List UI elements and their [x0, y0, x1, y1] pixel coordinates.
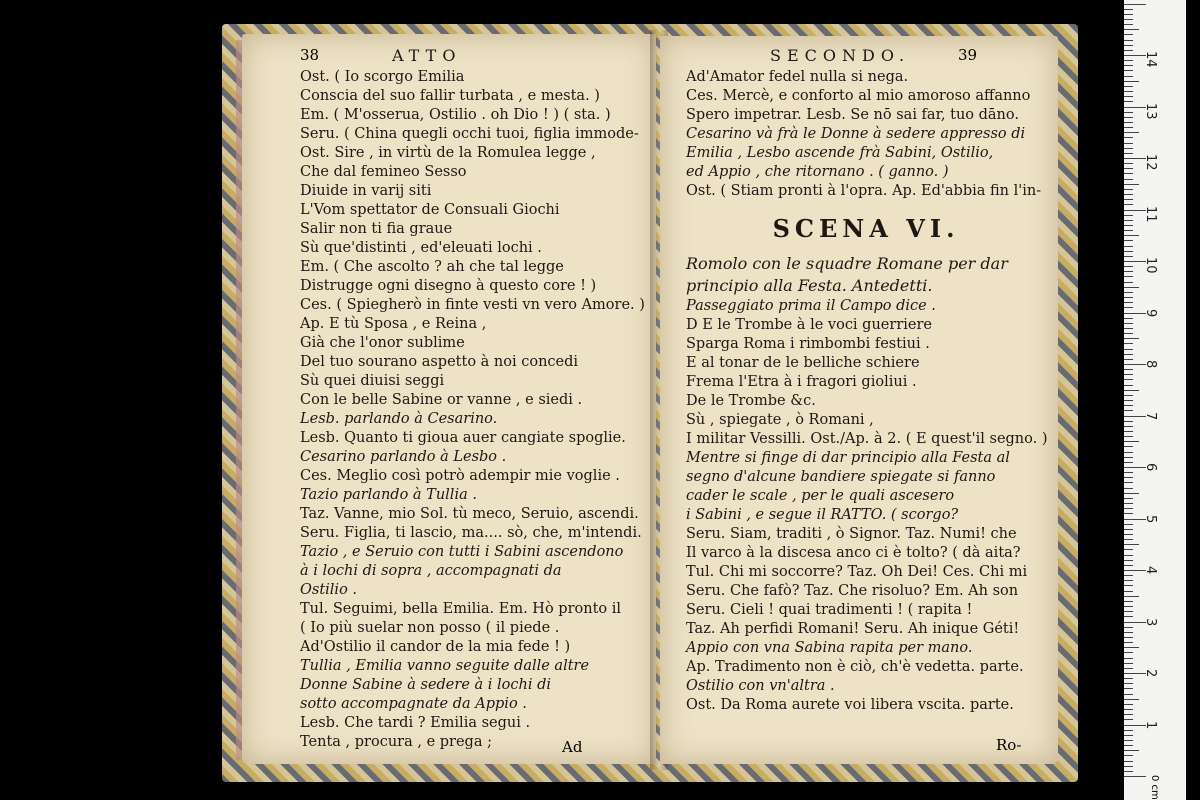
- ruler-tick: [1124, 60, 1133, 61]
- text-line: D E le Trombe à le voci guerriere: [686, 317, 932, 333]
- ruler-tick: [1124, 4, 1146, 5]
- ruler-tick: [1124, 488, 1133, 489]
- ruler-tick: [1124, 276, 1133, 277]
- scene-title: SCENA VI.: [772, 214, 960, 243]
- left-page: [242, 34, 656, 764]
- stage-direction: sotto accompagnate da Appio .: [300, 696, 527, 712]
- ruler-tick: [1124, 575, 1133, 576]
- text-line: Conscia del suo fallir turbata , e mesta. ): [300, 88, 600, 104]
- ruler-tick: [1124, 81, 1139, 82]
- text-line: Ost. Sire , in virtù de la Romulea legge ,: [300, 145, 596, 161]
- text-line: Sù quei diuisi seggi: [300, 373, 445, 389]
- ruler-tick: [1124, 9, 1133, 10]
- stage-direction: Lesb. parlando à Cesarino.: [300, 411, 498, 427]
- ruler-tick: [1124, 683, 1133, 684]
- ruler-tick: [1124, 472, 1133, 473]
- text-line: Distrugge ogni disegno à questo core ! ): [300, 278, 597, 294]
- ruler-tick: [1124, 65, 1133, 66]
- text-line: Ost. ( Stiam pronti à l'opra. Ap. Ed'abbia fin l'in-: [686, 183, 1042, 199]
- ruler-tick: [1124, 740, 1133, 741]
- text-line: Sù , spiegate , ò Romani ,: [686, 412, 874, 428]
- text-line: Tenta , procura , e prega ;: [300, 734, 492, 750]
- ruler-tick: [1124, 76, 1133, 77]
- ruler-tick: [1124, 91, 1133, 92]
- ruler-tick: [1124, 86, 1133, 87]
- right-page-number: 39: [958, 46, 978, 64]
- ruler-tick: [1124, 544, 1139, 545]
- ruler-tick: [1124, 24, 1133, 25]
- ruler-tick: [1124, 45, 1133, 46]
- ruler-tick: [1124, 477, 1133, 478]
- ruler-number: 3: [1143, 617, 1158, 626]
- text-line: Seru. Siam, traditi , ò Signor. Taz. Numi! che: [686, 526, 1017, 542]
- text-line: De le Trombe &c.: [686, 393, 816, 409]
- ruler-tick: [1124, 153, 1133, 154]
- stage-direction: Cesarino parlando à Lesbo .: [300, 449, 507, 465]
- ruler-tick: [1124, 168, 1133, 169]
- ruler-number: 7: [1143, 411, 1158, 420]
- ruler-tick: [1124, 323, 1133, 324]
- ruler-tick: [1124, 395, 1133, 396]
- ruler-tick: [1124, 565, 1133, 566]
- stage-direction: cader le scale , per le quali ascesero: [686, 488, 955, 504]
- ruler-tick: [1124, 137, 1133, 138]
- ruler-number: 1: [1143, 720, 1158, 729]
- ruler-number: 10: [1143, 257, 1158, 274]
- ruler-tick: [1124, 503, 1133, 504]
- ruler-tick: [1124, 400, 1133, 401]
- ruler-tick: [1124, 359, 1133, 360]
- stage-direction: ed Appio , che ritornano . ( ganno. ): [686, 164, 949, 180]
- ruler-tick: [1124, 750, 1139, 751]
- text-line: Frema l'Etra à i fragori gioliui .: [686, 374, 917, 390]
- ruler-tick: [1124, 251, 1133, 252]
- text-line: Con le belle Sabine or vanne , e siedi .: [300, 392, 583, 408]
- ruler-tick: [1124, 714, 1133, 715]
- ruler-tick: [1124, 328, 1133, 329]
- text-line: Ces. Mercè, e conforto al mio amoroso affanno: [686, 88, 1031, 104]
- ruler-number: 4: [1143, 566, 1158, 575]
- ruler-tick: [1124, 611, 1133, 612]
- ruler-tick: [1124, 184, 1139, 185]
- ruler-tick: [1124, 122, 1133, 123]
- left-page-number: 38: [300, 46, 320, 64]
- ruler-tick: [1124, 318, 1133, 319]
- ruler-tick: [1124, 513, 1133, 514]
- ruler-tick: [1124, 292, 1133, 293]
- ruler-tick: [1124, 225, 1133, 226]
- ruler-tick: [1124, 117, 1133, 118]
- ruler-tick: [1124, 616, 1133, 617]
- ruler-tick: [1124, 194, 1133, 195]
- ruler-tick: [1124, 96, 1133, 97]
- text-line: Em. ( M'osserua, Ostilio . oh Dio ! ) ( sta. ): [300, 107, 611, 123]
- ruler-tick: [1124, 627, 1133, 628]
- ruler-tick: [1124, 307, 1133, 308]
- text-line: Taz. Vanne, mio Sol. tù meco, Seruio, ascendi.: [300, 506, 639, 522]
- stage-direction: Appio con vna Sabina rapita per mano.: [686, 640, 973, 656]
- left-running-head: ATTO: [392, 46, 462, 65]
- ruler-tick: [1124, 14, 1133, 15]
- text-line: E al tonar de le belliche schiere: [686, 355, 920, 371]
- text-line: I militar Vessilli. Ost./Ap. à 2. ( E quest'il segno. ): [686, 431, 1048, 447]
- ruler-tick: [1124, 493, 1139, 494]
- ruler-tick: [1124, 632, 1133, 633]
- ruler-tick: [1124, 127, 1133, 128]
- ruler-tick: [1124, 148, 1133, 149]
- ruler-tick: [1124, 333, 1133, 334]
- ruler-tick: [1124, 642, 1133, 643]
- ruler-tick: [1124, 405, 1133, 406]
- text-line: Già che l'onor sublime: [300, 335, 465, 351]
- ruler-tick: [1124, 771, 1133, 772]
- text-line: Che dal femineo Sesso: [300, 164, 467, 180]
- ruler-tick: [1124, 457, 1133, 458]
- text-line: Tul. Seguimi, bella Emilia. Em. Hò pronto il: [300, 601, 622, 617]
- ruler-tick: [1124, 101, 1133, 102]
- ruler-tick: [1124, 719, 1133, 720]
- measurement-ruler: [1124, 0, 1186, 800]
- ruler-tick: [1124, 462, 1133, 463]
- right-catchword: Ro-: [996, 736, 1022, 754]
- ruler-tick: [1124, 179, 1133, 180]
- ruler-tick: [1124, 699, 1139, 700]
- ruler-tick: [1124, 606, 1133, 607]
- ruler-tick: [1124, 585, 1133, 586]
- ruler-tick: [1124, 189, 1133, 190]
- text-line: Ces. Meglio così potrò adempir mie voglie .: [300, 468, 620, 484]
- ruler-tick: [1124, 596, 1139, 597]
- right-page: [660, 36, 1058, 764]
- ruler-tick: [1124, 482, 1133, 483]
- scene-description: Romolo con le squadre Romane per dar: [686, 254, 1008, 273]
- text-line: Del tuo sourano aspetto à noi concedi: [300, 354, 579, 370]
- ruler-tick: [1124, 338, 1139, 339]
- ruler-tick: [1124, 297, 1133, 298]
- text-line: Ad'Amator fedel nulla si nega.: [686, 69, 909, 85]
- ruler-number: 14: [1143, 51, 1158, 68]
- ruler-tick: [1124, 668, 1133, 669]
- right-running-head: SECONDO.: [770, 46, 911, 65]
- left-catchword: Ad: [562, 738, 583, 756]
- ruler-tick: [1124, 379, 1133, 380]
- ruler-tick: [1124, 390, 1139, 391]
- ruler-tick: [1124, 235, 1139, 236]
- text-line: Lesb. Quanto ti gioua auer cangiate spoglie.: [300, 430, 626, 446]
- ruler-number: 6: [1143, 463, 1158, 472]
- ruler-tick: [1124, 498, 1133, 499]
- ruler-tick: [1124, 688, 1133, 689]
- stage-direction: Tazio parlando à Tullia .: [300, 487, 477, 503]
- ruler-number: 9: [1143, 308, 1158, 317]
- ruler-tick: [1124, 580, 1133, 581]
- text-line: Ost. Da Roma aurete voi libera vscita. parte.: [686, 697, 1014, 713]
- ruler-tick: [1124, 663, 1133, 664]
- text-line: Ap. Tradimento non è ciò, ch'è vedetta. parte.: [686, 659, 1024, 675]
- ruler-tick: [1124, 436, 1133, 437]
- text-line: Sù que'distinti , ed'eleuati lochi .: [300, 240, 542, 256]
- ruler-tick: [1124, 132, 1139, 133]
- stage-direction: Emilia , Lesbo ascende frà Sabini, Ostilio,: [686, 145, 994, 161]
- ruler-tick: [1124, 220, 1133, 221]
- text-line: Seru. Figlia, ti lascio, ma.... sò, che, m'intendi.: [300, 525, 642, 541]
- ruler-tick: [1124, 19, 1133, 20]
- ruler-tick: [1124, 524, 1133, 525]
- ruler-tick: [1124, 50, 1133, 51]
- ruler-tick: [1124, 40, 1133, 41]
- ruler-tick: [1124, 29, 1139, 30]
- ruler-tick: [1124, 112, 1133, 113]
- ruler-tick: [1124, 240, 1133, 241]
- ruler-number: 2: [1143, 669, 1158, 678]
- stage-direction: segno d'alcune bandiere spiegate si fanno: [686, 469, 996, 485]
- ruler-tick: [1124, 143, 1133, 144]
- ruler-tick: [1124, 529, 1133, 530]
- stage-direction: i Sabini , e segue il RATTO. ( scorgo?: [686, 507, 959, 523]
- scene-description: principio alla Festa. Antedetti.: [686, 276, 933, 295]
- ruler-tick: [1124, 601, 1133, 602]
- text-line: Ad'Ostilio il candor de la mia fede ! ): [300, 639, 571, 655]
- left-text-block: [300, 68, 645, 752]
- stage-direction: Ostilio .: [300, 582, 358, 598]
- text-line: Seru. Che fafò? Taz. Che risoluo? Em. Ah son: [686, 583, 1019, 599]
- stage-direction: Passeggiato prima il Campo dice .: [686, 298, 936, 314]
- text-line: Spero impetrar. Lesb. Se nō sai far, tuo dāno.: [686, 107, 1019, 123]
- ruler-tick: [1124, 539, 1133, 540]
- ruler-number: 11: [1143, 205, 1158, 223]
- ruler-tick: [1124, 354, 1133, 355]
- ruler-tick: [1124, 349, 1133, 350]
- ruler-tick: [1124, 549, 1133, 550]
- ruler-tick: [1124, 282, 1133, 283]
- stage-direction: Tullia , Emilia vanno seguite dalle altre: [300, 658, 590, 674]
- ruler-tick: [1124, 343, 1133, 344]
- ruler-tick: [1124, 215, 1133, 216]
- ruler-tick: [1124, 761, 1133, 762]
- text-line: Il varco à la discesa anco ci è tolto? ( dà aita?: [686, 545, 1021, 561]
- ruler-tick: [1124, 374, 1133, 375]
- ruler-number: 8: [1143, 360, 1158, 369]
- ruler-tick: [1124, 591, 1133, 592]
- stage-direction: Donne Sabine à sedere à i lochi di: [300, 677, 552, 693]
- ruler-tick: [1124, 266, 1133, 267]
- text-line: L'Vom spettator de Consuali Giochi: [300, 202, 560, 218]
- stage-direction: à i lochi di sopra , accompagnati da: [300, 563, 562, 579]
- stage-direction: Cesarino và frà le Donne à sedere appresso di: [686, 126, 1026, 142]
- ruler-tick: [1124, 534, 1133, 535]
- ruler-tick: [1124, 369, 1133, 370]
- text-line: ( Io più suelar non posso ( il piede .: [300, 620, 560, 636]
- ruler-number: 13: [1143, 102, 1158, 120]
- ruler-tick: [1124, 431, 1133, 432]
- ruler-tick: [1124, 647, 1139, 648]
- ruler-tick: [1124, 560, 1133, 561]
- ruler-tick: [1124, 410, 1133, 411]
- ruler-tick: [1124, 637, 1133, 638]
- ruler-tick: [1124, 755, 1133, 756]
- ruler-unit-label: 0 cm: [1149, 775, 1160, 800]
- ruler-tick: [1124, 730, 1133, 731]
- ruler-tick: [1124, 694, 1133, 695]
- ruler-tick: [1124, 735, 1133, 736]
- ruler-tick: [1124, 678, 1133, 679]
- ruler-tick: [1124, 199, 1133, 200]
- text-line: Ost. ( Io scorgo Emilia: [300, 69, 465, 85]
- ruler-tick: [1124, 385, 1133, 386]
- ruler-tick: [1124, 555, 1133, 556]
- ruler-tick: [1124, 271, 1133, 272]
- ruler-tick: [1124, 745, 1133, 746]
- text-line: Diuide in varij siti: [300, 183, 432, 199]
- ruler-number: 5: [1143, 514, 1158, 523]
- ruler-tick: [1124, 446, 1133, 447]
- text-line: Taz. Ah perfidi Romani! Seru. Ah inique Géti!: [686, 621, 1020, 637]
- ruler-tick: [1124, 441, 1139, 442]
- ruler-tick: [1124, 766, 1133, 767]
- text-line: Seru. ( China quegli occhi tuoi, figlia immode-: [300, 126, 639, 142]
- ruler-tick: [1124, 230, 1133, 231]
- ruler-tick: [1124, 421, 1133, 422]
- ruler-tick: [1124, 163, 1133, 164]
- ruler-tick: [1124, 256, 1133, 257]
- text-line: Tul. Chi mi soccorre? Taz. Oh Dei! Ces. Chi mi: [686, 564, 1028, 580]
- ruler-number: 12: [1143, 154, 1158, 171]
- ruler-tick: [1124, 34, 1133, 35]
- ruler-tick: [1124, 173, 1133, 174]
- ruler-tick: [1124, 704, 1133, 705]
- ruler-tick: [1124, 70, 1133, 71]
- stage-direction: Tazio , e Seruio con tutti i Sabini ascendono: [300, 544, 624, 560]
- ruler-tick: [1124, 776, 1146, 777]
- text-line: Lesb. Che tardi ? Emilia segui .: [300, 715, 531, 731]
- text-line: Seru. Cieli ! quai tradimenti ! ( rapita !: [686, 602, 973, 618]
- ruler-tick: [1124, 709, 1133, 710]
- ruler-tick: [1124, 204, 1133, 205]
- stage-direction: Mentre si finge di dar principio alla Festa al: [686, 450, 1010, 466]
- text-line: Ces. ( Spiegherò in finte vesti vn vero Amore. ): [300, 297, 645, 313]
- ruler-tick: [1124, 652, 1133, 653]
- text-line: Ap. E tù Sposa , e Reina ,: [300, 316, 487, 332]
- ruler-tick: [1124, 246, 1133, 247]
- right-text-block: [686, 68, 1046, 715]
- ruler-tick: [1124, 426, 1133, 427]
- stage-direction: Ostilio con vn'altra .: [686, 678, 835, 694]
- ruler-tick: [1124, 508, 1133, 509]
- text-line: Sparga Roma i rimbombi festiui .: [686, 336, 930, 352]
- ruler-tick: [1124, 658, 1133, 659]
- ruler-tick: [1124, 287, 1139, 288]
- text-line: Salir non ti fia graue: [300, 221, 453, 237]
- ruler-tick: [1124, 302, 1133, 303]
- ruler-tick: [1124, 452, 1133, 453]
- text-line: Em. ( Che ascolto ? ah che tal legge: [300, 259, 564, 275]
